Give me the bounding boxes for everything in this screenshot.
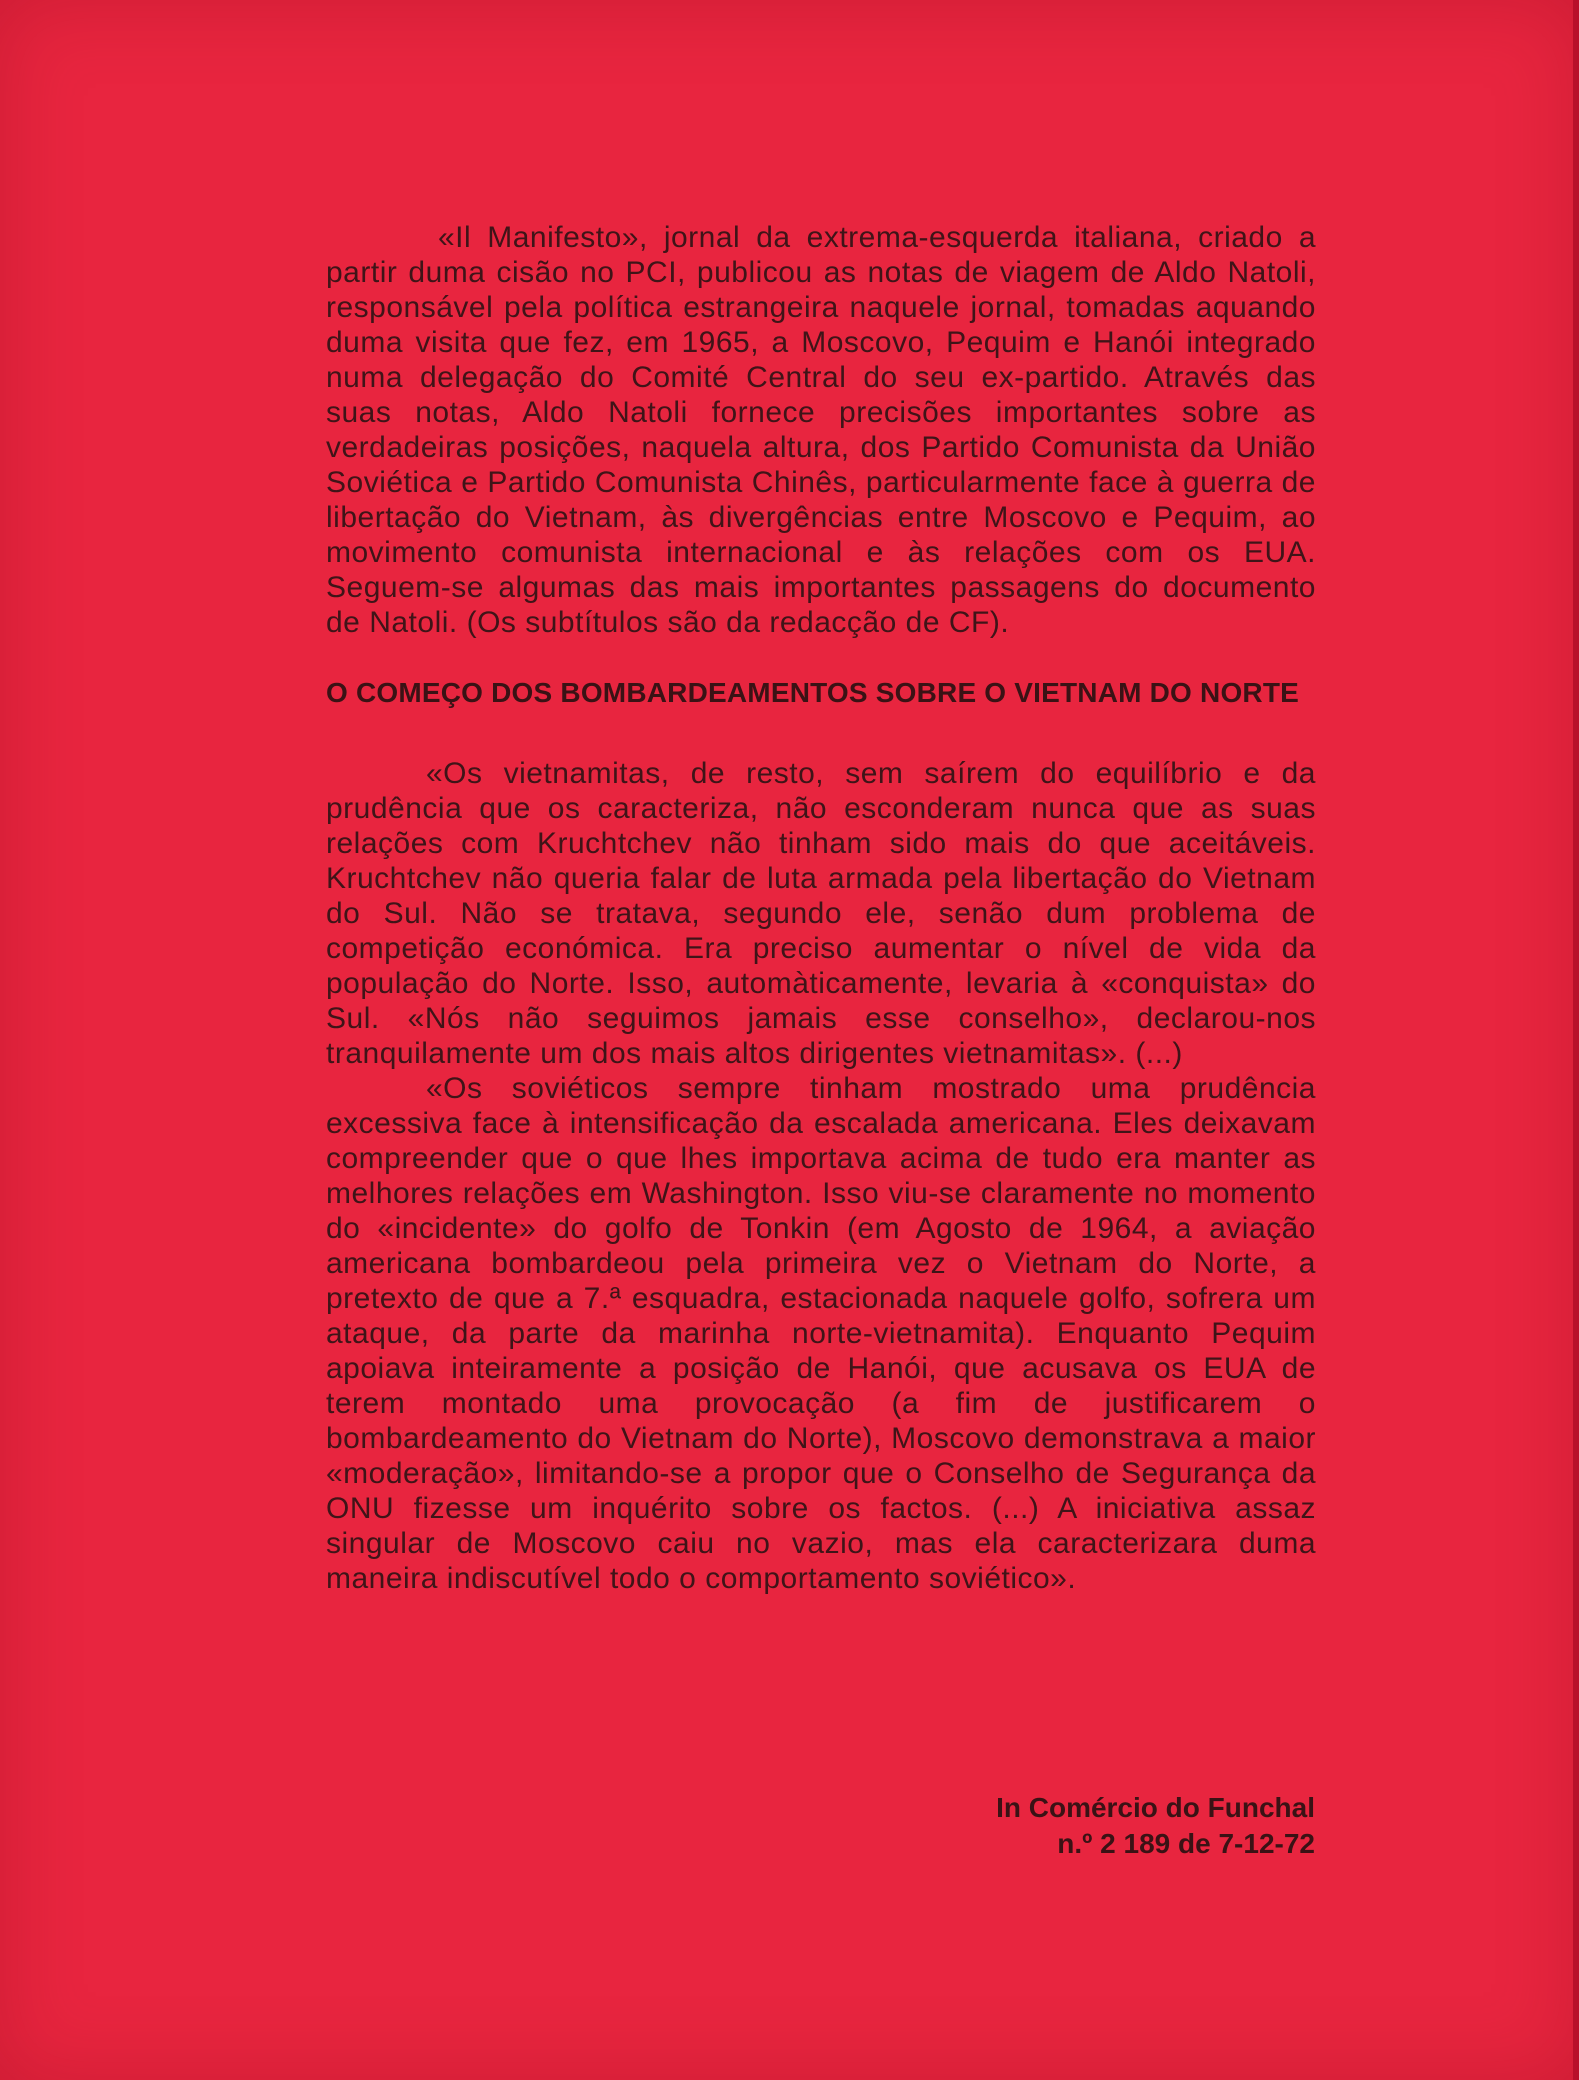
source-issue: n.º 2 189 de 7-12-72 <box>1057 1828 1315 1859</box>
section-heading: O COMEÇO DOS BOMBARDEAMENTOS SOBRE O VIETNAM DO NORTE <box>326 677 1300 708</box>
intro-paragraph: «Il Manifesto», jornal da extrema-esquerda italiana, criado a partir duma cisão no PCI, publicou as notas de viagem de Aldo Natoli, responsável pela política estrangeira naquele jornal, tomadas aquando duma visita que fez, em 1965, a Moscovo, Pequim e Hanói integrado numa delegação do Comité Central do seu ex-partido. Através das suas notas, Aldo Natoli fornece precisões importantes sobre as verdadeiras posições, naquela altura, dos Partido Comunista da União Soviética e Partido Comunista Chinês, particularmente face à guerra de libertação do Vietnam, às divergências entre Moscovo e Pequim, ao movimento comunista internacional e às relações com os EUA. Seguem-se algumas das mais importantes passagens do documento de Natoli. (Os subtítulos são da redacção de CF). <box>326 221 1316 639</box>
source-publication: In Comércio do Funchal <box>996 1792 1315 1823</box>
quote-paragraph-2: «Os soviéticos sempre tinham mostrado uma prudência excessiva face à intensificação da escalada americana. Eles deixavam compreender que o que lhes importava acima de tudo era manter as melhores relações em Washington. Isso viu-se claramente no momento do «incidente» do golfo de Tonkin (em Agosto de 1964, a aviação americana bombardeou pela primeira vez o Vietnam do Norte, a pretexto de que a 7.ª esquadra, estacionada naquele golfo, sofrera um ataque, da parte da marinha norte-vietnamita). Enquanto Pequim apoiava inteiramente a posição de Hanói, que acusava os EUA de terem montado uma provocação (a fim de justificarem o bombardeamento do Vietnam do Norte), Moscovo demonstrava a maior «moderação», limitando-se a propor que o Conselho de Segurança da ONU fizesse um inquérito sobre os factos. (...) A iniciativa assaz singular de Moscovo caiu no vazio, mas ela caracterizara duma maneira indiscutível todo o comportamento soviético». <box>326 1072 1316 1595</box>
page-edge <box>1573 0 1579 2080</box>
source-citation <box>996 1790 1315 1862</box>
quote-paragraph-1: «Os vietnamitas, de resto, sem saírem do equilíbrio e da prudência que os caracteriza, não esconderam nunca que as suas relações com Kruchtchev não tinham sido mais do que aceitáveis. Kruchtchev não queria falar de luta armada pela libertação do Vietnam do Sul. Não se tratava, segundo ele, senão dum problema de competição económica. Era preciso aumentar o nível de vida da população do Norte. Isso, automàticamente, levaria à «conquista» do Sul. «Nós não seguimos jamais esse conselho», declarou-nos tranquilamente um dos mais altos dirigentes vietnamitas». (...) <box>326 757 1316 1070</box>
article-body <box>326 220 1316 1596</box>
